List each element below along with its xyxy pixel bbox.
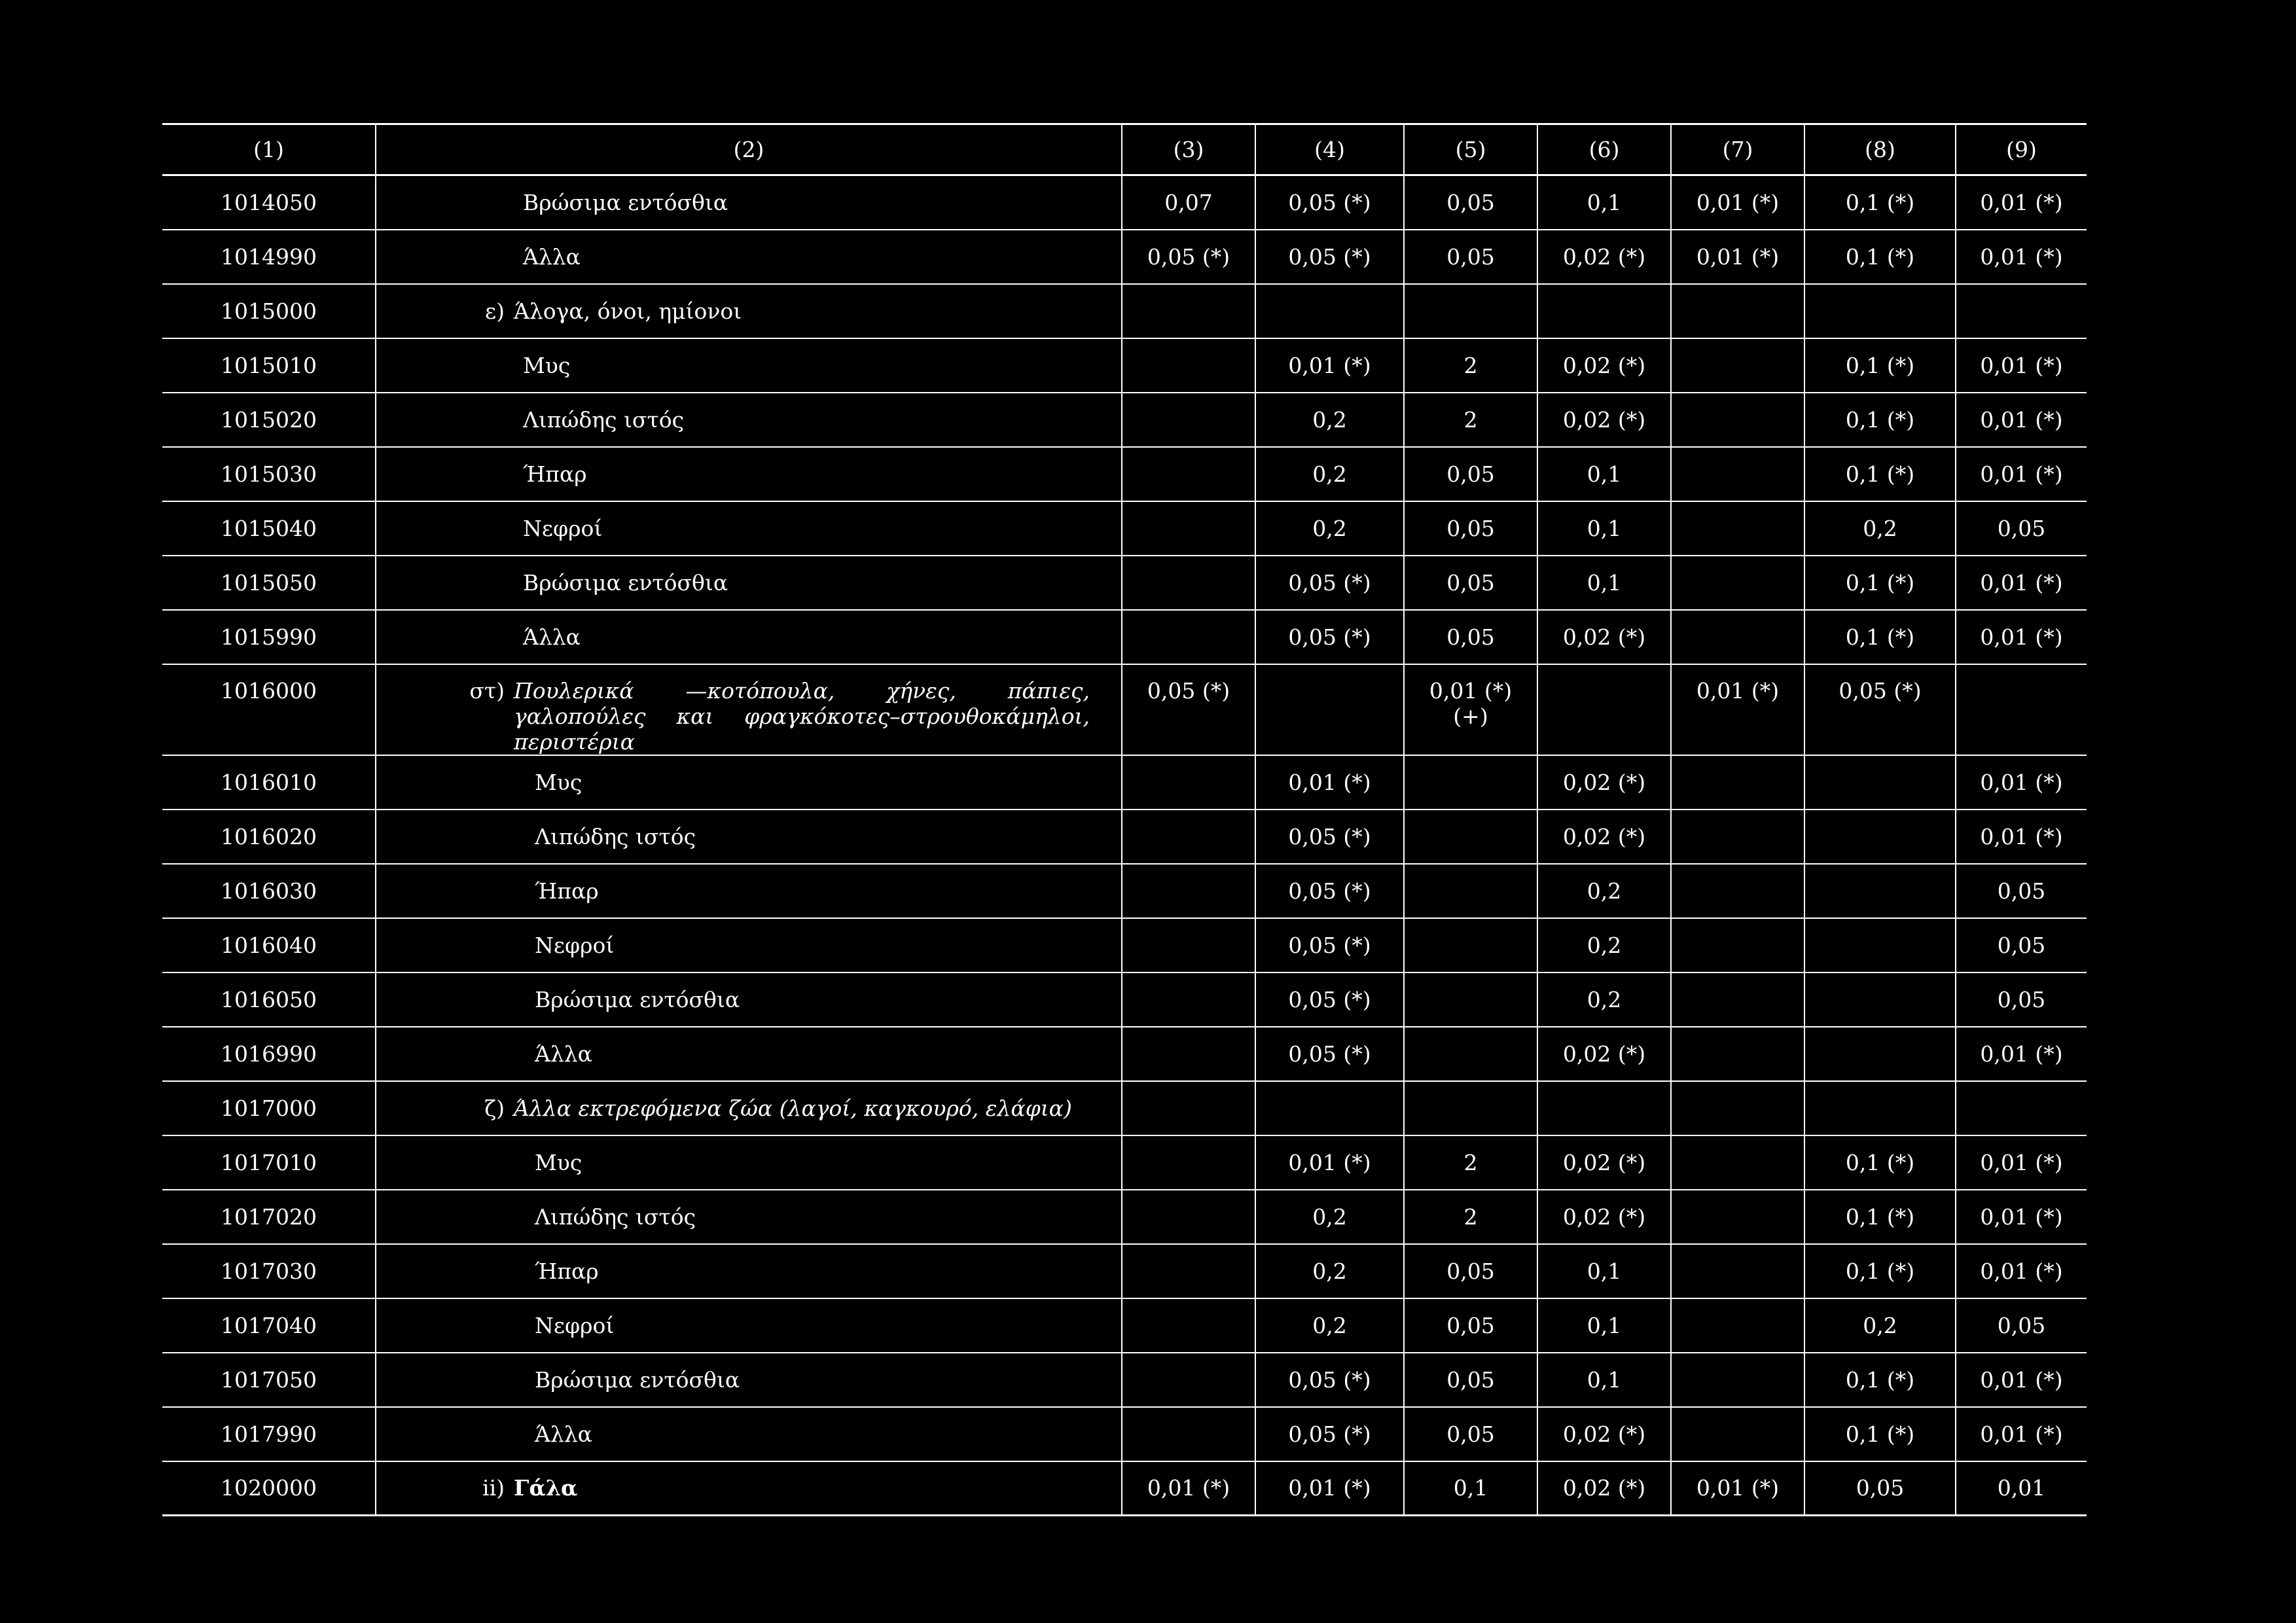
value-c7 <box>1671 1135 1804 1190</box>
row-description <box>376 338 1122 393</box>
value-c3 <box>1122 864 1255 918</box>
value-c6: 0,02 (*) <box>1537 393 1671 447</box>
value-c7: 0,01 (*) <box>1671 175 1804 230</box>
value-c3 <box>1122 1298 1255 1353</box>
value-c6: 0,02 (*) <box>1537 755 1671 810</box>
value-c5: 0,05 <box>1404 610 1537 664</box>
value-c9 <box>1956 664 2087 755</box>
group-label: ζ) <box>484 1095 505 1121</box>
value-c6: 0,02 (*) <box>1537 1135 1671 1190</box>
item-name: Μυς <box>535 1149 583 1175</box>
row-description <box>376 1135 1122 1190</box>
value-c9: 0,01 (*) <box>1956 1135 2087 1190</box>
row-description <box>376 864 1122 918</box>
value-c9: 0,01 (*) <box>1956 810 2087 864</box>
value-c4 <box>1255 1081 1404 1135</box>
value-c4: 0,2 <box>1255 501 1404 556</box>
value-c7 <box>1671 972 1804 1027</box>
residue-limits-table <box>162 123 2087 1516</box>
row-description <box>376 230 1122 284</box>
item-name: Μυς <box>535 769 583 795</box>
value-c8 <box>1804 755 1956 810</box>
value-c3 <box>1122 501 1255 556</box>
value-c5: 0,05 <box>1404 1244 1537 1298</box>
value-c5 <box>1404 918 1537 972</box>
value-c3 <box>1122 1081 1255 1135</box>
row-code: 1016020 <box>221 823 317 849</box>
value-c4: 0,05 (*) <box>1255 1027 1404 1081</box>
item-name: Άλλα <box>523 243 581 270</box>
item-name: Βρώσιμα εντόσθια <box>535 986 740 1012</box>
table-row <box>162 556 2087 610</box>
value-c5: 0,05 <box>1404 1298 1537 1353</box>
table-row <box>162 664 2087 755</box>
value-c7: 0,01 (*) <box>1671 230 1804 284</box>
value-c9: 0,01 (*) <box>1956 230 2087 284</box>
value-c6: 0,02 (*) <box>1537 230 1671 284</box>
group-name: Πουλερικά —κοτόπουλα, χήνες, πάπιες, γαλοπούλες και φραγκόκοτες–στρουθοκάμηλοι, περιστέρια <box>514 677 1090 755</box>
value-c8 <box>1804 810 1956 864</box>
value-c3 <box>1122 338 1255 393</box>
row-code: 1016010 <box>221 769 317 795</box>
item-name: Λιπώδης ιστός <box>535 823 696 849</box>
row-code: 1017000 <box>221 1095 317 1121</box>
header-col-5: (5) <box>1404 124 1537 175</box>
value-c8 <box>1804 918 1956 972</box>
value-c5: 0,05 <box>1404 230 1537 284</box>
value-c5: 0,05 <box>1404 1353 1537 1407</box>
header-row <box>162 124 2087 175</box>
value-c3 <box>1122 755 1255 810</box>
value-c7 <box>1671 393 1804 447</box>
value-c6: 0,1 <box>1537 1244 1671 1298</box>
value-c3 <box>1122 1407 1255 1461</box>
value-c9 <box>1956 1081 2087 1135</box>
value-c8: 0,2 <box>1804 501 1956 556</box>
value-c4: 0,01 (*) <box>1255 1135 1404 1190</box>
value-c6: 0,1 <box>1537 1353 1671 1407</box>
item-name: Νεφροί <box>523 515 603 541</box>
value-c6: 0,02 (*) <box>1537 1461 1671 1516</box>
item-name: Ήπαρ <box>535 1258 599 1284</box>
value-c3 <box>1122 284 1255 338</box>
value-c9: 0,01 (*) <box>1956 1353 2087 1407</box>
value-c6 <box>1537 284 1671 338</box>
row-description <box>376 556 1122 610</box>
value-c9: 0,01 <box>1956 1461 2087 1516</box>
row-description <box>376 918 1122 972</box>
value-c9: 0,05 <box>1956 972 2087 1027</box>
value-c3: 0,05 (*) <box>1122 664 1255 755</box>
value-c9: 0,05 <box>1956 501 2087 556</box>
header-col-3: (3) <box>1122 124 1255 175</box>
value-c8 <box>1804 1027 1956 1081</box>
row-code: 1016000 <box>221 677 317 704</box>
value-c8: 0,1 (*) <box>1804 1135 1956 1190</box>
row-description <box>376 284 1122 338</box>
value-c5: 0,1 <box>1404 1461 1537 1516</box>
value-c7 <box>1671 810 1804 864</box>
value-c5 <box>1404 864 1537 918</box>
item-name: Νεφροί <box>535 932 615 958</box>
row-code: 1014990 <box>221 243 317 270</box>
value-c8: 0,1 (*) <box>1804 175 1956 230</box>
row-code: 1017040 <box>221 1312 317 1338</box>
header-col-8: (8) <box>1804 124 1956 175</box>
value-c6: 0,1 <box>1537 447 1671 501</box>
value-c4: 0,05 (*) <box>1255 556 1404 610</box>
value-c3 <box>1122 1244 1255 1298</box>
value-c9: 0,01 (*) <box>1956 755 2087 810</box>
value-c5: 0,05 <box>1404 556 1537 610</box>
group-label: ii) <box>482 1475 505 1501</box>
table-row <box>162 338 2087 393</box>
value-c6: 0,2 <box>1537 918 1671 972</box>
value-c5: 2 <box>1404 1135 1537 1190</box>
value-c5: 0,05 <box>1404 175 1537 230</box>
item-name: Νεφροί <box>535 1312 615 1338</box>
value-c5: 0,01 (*) (+) <box>1404 664 1537 755</box>
value-c9: 0,01 (*) <box>1956 338 2087 393</box>
value-c8: 0,1 (*) <box>1804 338 1956 393</box>
value-c4: 0,05 (*) <box>1255 1407 1404 1461</box>
value-c5 <box>1404 972 1537 1027</box>
row-description <box>376 393 1122 447</box>
value-c3 <box>1122 556 1255 610</box>
table-row <box>162 447 2087 501</box>
value-c8: 0,1 (*) <box>1804 1190 1956 1244</box>
value-c9: 0,01 (*) <box>1956 393 2087 447</box>
row-code: 1020000 <box>221 1475 317 1501</box>
table-row <box>162 755 2087 810</box>
item-name: Βρώσιμα εντόσθια <box>535 1366 740 1393</box>
group-name: Άλογα, όνοι, ημίονοι <box>514 298 742 324</box>
value-c7 <box>1671 1244 1804 1298</box>
row-code: 1015030 <box>221 461 317 487</box>
row-code: 1015010 <box>221 352 317 378</box>
value-c7 <box>1671 284 1804 338</box>
value-c8: 0,05 (*) <box>1804 664 1956 755</box>
value-c4: 0,05 (*) <box>1255 810 1404 864</box>
item-name: Λιπώδης ιστός <box>523 406 685 433</box>
value-c6: 0,02 (*) <box>1537 1190 1671 1244</box>
value-c8: 0,1 (*) <box>1804 610 1956 664</box>
table-row <box>162 1027 2087 1081</box>
value-c4: 0,05 (*) <box>1255 864 1404 918</box>
value-c5 <box>1404 755 1537 810</box>
value-c5 <box>1404 1027 1537 1081</box>
value-c9: 0,01 (*) <box>1956 1407 2087 1461</box>
row-code: 1015990 <box>221 624 317 650</box>
value-c4: 0,2 <box>1255 447 1404 501</box>
item-name: Ήπαρ <box>523 461 587 487</box>
value-c6: 0,2 <box>1537 864 1671 918</box>
value-c3 <box>1122 610 1255 664</box>
value-c6: 0,02 (*) <box>1537 1027 1671 1081</box>
row-description <box>376 755 1122 810</box>
row-description <box>376 1244 1122 1298</box>
group-label: στ) <box>469 677 505 704</box>
header-col-4: (4) <box>1255 124 1404 175</box>
table-row <box>162 230 2087 284</box>
value-c9: 0,01 (*) <box>1956 610 2087 664</box>
value-c4: 0,2 <box>1255 1244 1404 1298</box>
value-c5: 0,05 <box>1404 1407 1537 1461</box>
value-c5 <box>1404 810 1537 864</box>
value-c8: 0,1 (*) <box>1804 393 1956 447</box>
header-col-2: (2) <box>376 124 1122 175</box>
value-c4: 0,05 (*) <box>1255 972 1404 1027</box>
item-name: Άλλα <box>535 1421 592 1447</box>
item-name: Λιπώδης ιστός <box>535 1204 696 1230</box>
row-description <box>376 1298 1122 1353</box>
value-c7 <box>1671 556 1804 610</box>
value-c3 <box>1122 1027 1255 1081</box>
row-description <box>376 1027 1122 1081</box>
table-row <box>162 1190 2087 1244</box>
row-description <box>376 1461 1122 1516</box>
value-c7 <box>1671 1190 1804 1244</box>
row-code: 1014050 <box>221 189 317 215</box>
row-code: 1017010 <box>221 1149 317 1175</box>
value-c7 <box>1671 1027 1804 1081</box>
value-c7 <box>1671 501 1804 556</box>
value-c5: 2 <box>1404 393 1537 447</box>
item-name: Μυς <box>523 352 571 378</box>
value-c7 <box>1671 1353 1804 1407</box>
value-c9: 0,05 <box>1956 1298 2087 1353</box>
value-c7 <box>1671 1407 1804 1461</box>
value-c5: 0,05 <box>1404 447 1537 501</box>
header-col-6: (6) <box>1537 124 1671 175</box>
value-c8: 0,1 (*) <box>1804 1407 1956 1461</box>
value-c9: 0,05 <box>1956 864 2087 918</box>
value-c7 <box>1671 447 1804 501</box>
table-row <box>162 1081 2087 1135</box>
table-row <box>162 501 2087 556</box>
value-c8 <box>1804 864 1956 918</box>
value-c4: 0,05 (*) <box>1255 1353 1404 1407</box>
value-c4: 0,01 (*) <box>1255 755 1404 810</box>
table-row <box>162 1244 2087 1298</box>
value-c6: 0,02 (*) <box>1537 1407 1671 1461</box>
row-code: 1017990 <box>221 1421 317 1447</box>
value-c8: 0,05 <box>1804 1461 1956 1516</box>
value-c4: 0,2 <box>1255 393 1404 447</box>
header-col-1: (1) <box>253 137 284 162</box>
value-c3 <box>1122 810 1255 864</box>
value-c4: 0,05 (*) <box>1255 610 1404 664</box>
item-name: Βρώσιμα εντόσθια <box>523 569 728 596</box>
value-c6: 0,02 (*) <box>1537 338 1671 393</box>
row-description <box>376 1190 1122 1244</box>
value-c7 <box>1671 1081 1804 1135</box>
value-c9 <box>1956 284 2087 338</box>
value-c5: 2 <box>1404 1190 1537 1244</box>
value-c3: 0,01 (*) <box>1122 1461 1255 1516</box>
value-c3 <box>1122 1353 1255 1407</box>
value-c5 <box>1404 284 1537 338</box>
table-row <box>162 918 2087 972</box>
value-c3 <box>1122 393 1255 447</box>
value-c8: 0,1 (*) <box>1804 556 1956 610</box>
table-body <box>162 175 2087 1516</box>
table-row <box>162 1407 2087 1461</box>
value-c3 <box>1122 447 1255 501</box>
value-c6: 0,1 <box>1537 175 1671 230</box>
value-c9: 0,01 (*) <box>1956 556 2087 610</box>
row-description <box>376 175 1122 230</box>
value-c5: 2 <box>1404 338 1537 393</box>
item-name: Άλλα <box>523 624 581 650</box>
row-code: 1016040 <box>221 932 317 958</box>
value-c4 <box>1255 284 1404 338</box>
value-c6: 0,2 <box>1537 972 1671 1027</box>
table-row <box>162 1353 2087 1407</box>
value-c4 <box>1255 664 1404 755</box>
value-c4: 0,2 <box>1255 1298 1404 1353</box>
value-c8: 0,1 (*) <box>1804 1353 1956 1407</box>
value-c7 <box>1671 755 1804 810</box>
value-c6: 0,02 (*) <box>1537 810 1671 864</box>
value-c4: 0,01 (*) <box>1255 1461 1404 1516</box>
value-c3 <box>1122 1135 1255 1190</box>
item-name: Βρώσιμα εντόσθια <box>523 189 728 215</box>
value-c9: 0,01 (*) <box>1956 1244 2087 1298</box>
table-row <box>162 610 2087 664</box>
value-c4: 0,2 <box>1255 1190 1404 1244</box>
row-description <box>376 447 1122 501</box>
row-code: 1016990 <box>221 1041 317 1067</box>
value-c8: 0,2 <box>1804 1298 1956 1353</box>
row-code: 1016050 <box>221 986 317 1012</box>
table-row <box>162 864 2087 918</box>
item-name: Ήπαρ <box>535 878 599 904</box>
value-c3 <box>1122 918 1255 972</box>
value-c4: 0,05 (*) <box>1255 230 1404 284</box>
value-c6: 0,1 <box>1537 556 1671 610</box>
header-col-9: (9) <box>1956 124 2087 175</box>
table-row <box>162 972 2087 1027</box>
value-c3: 0,07 <box>1122 175 1255 230</box>
value-c7: 0,01 (*) <box>1671 1461 1804 1516</box>
value-c8: 0,1 (*) <box>1804 1244 1956 1298</box>
value-c7: 0,01 (*) <box>1671 664 1804 755</box>
row-description <box>376 1407 1122 1461</box>
value-c5 <box>1404 1081 1537 1135</box>
row-code: 1015000 <box>221 298 317 324</box>
group-name: Άλλα εκτρεφόμενα ζώα (λαγοί, καγκουρό, ελάφια) <box>514 1095 1072 1121</box>
value-c9: 0,05 <box>1956 918 2087 972</box>
value-c6: 0,1 <box>1537 1298 1671 1353</box>
value-c3: 0,05 (*) <box>1122 230 1255 284</box>
table-row <box>162 1461 2087 1516</box>
value-c7 <box>1671 918 1804 972</box>
row-description <box>376 501 1122 556</box>
table-row <box>162 810 2087 864</box>
value-c5: 0,05 <box>1404 501 1537 556</box>
table-row <box>162 284 2087 338</box>
value-c3 <box>1122 972 1255 1027</box>
value-c4: 0,01 (*) <box>1255 338 1404 393</box>
value-c8 <box>1804 972 1956 1027</box>
value-c9: 0,01 (*) <box>1956 447 2087 501</box>
row-description <box>376 972 1122 1027</box>
group-label: ε) <box>485 298 505 324</box>
value-c8: 0,1 (*) <box>1804 230 1956 284</box>
table-row <box>162 175 2087 230</box>
value-c6 <box>1537 1081 1671 1135</box>
value-c9: 0,01 (*) <box>1956 1190 2087 1244</box>
row-description <box>376 664 1122 755</box>
item-name: Άλλα <box>535 1041 592 1067</box>
value-c8 <box>1804 284 1956 338</box>
row-description <box>376 1081 1122 1135</box>
value-c9: 0,01 (*) <box>1956 1027 2087 1081</box>
value-c6: 0,1 <box>1537 501 1671 556</box>
value-c6 <box>1537 664 1671 755</box>
value-c8 <box>1804 1081 1956 1135</box>
row-description <box>376 1353 1122 1407</box>
row-code: 1015020 <box>221 406 317 433</box>
row-code: 1015050 <box>221 569 317 596</box>
header-col-7: (7) <box>1671 124 1804 175</box>
row-code: 1016030 <box>221 878 317 904</box>
value-c9: 0,01 (*) <box>1956 175 2087 230</box>
row-code: 1017020 <box>221 1204 317 1230</box>
value-c6: 0,02 (*) <box>1537 610 1671 664</box>
value-c4: 0,05 (*) <box>1255 175 1404 230</box>
value-c7 <box>1671 864 1804 918</box>
value-c7 <box>1671 1298 1804 1353</box>
table-row <box>162 393 2087 447</box>
row-description <box>376 810 1122 864</box>
row-code: 1017030 <box>221 1258 317 1284</box>
row-description <box>376 610 1122 664</box>
row-code: 1017050 <box>221 1366 317 1393</box>
value-c7 <box>1671 338 1804 393</box>
group-name: Γάλα <box>514 1475 578 1501</box>
value-c4: 0,05 (*) <box>1255 918 1404 972</box>
table-row <box>162 1135 2087 1190</box>
value-c8: 0,1 (*) <box>1804 447 1956 501</box>
value-c3 <box>1122 1190 1255 1244</box>
table-row <box>162 1298 2087 1353</box>
value-c7 <box>1671 610 1804 664</box>
row-code: 1015040 <box>221 515 317 541</box>
